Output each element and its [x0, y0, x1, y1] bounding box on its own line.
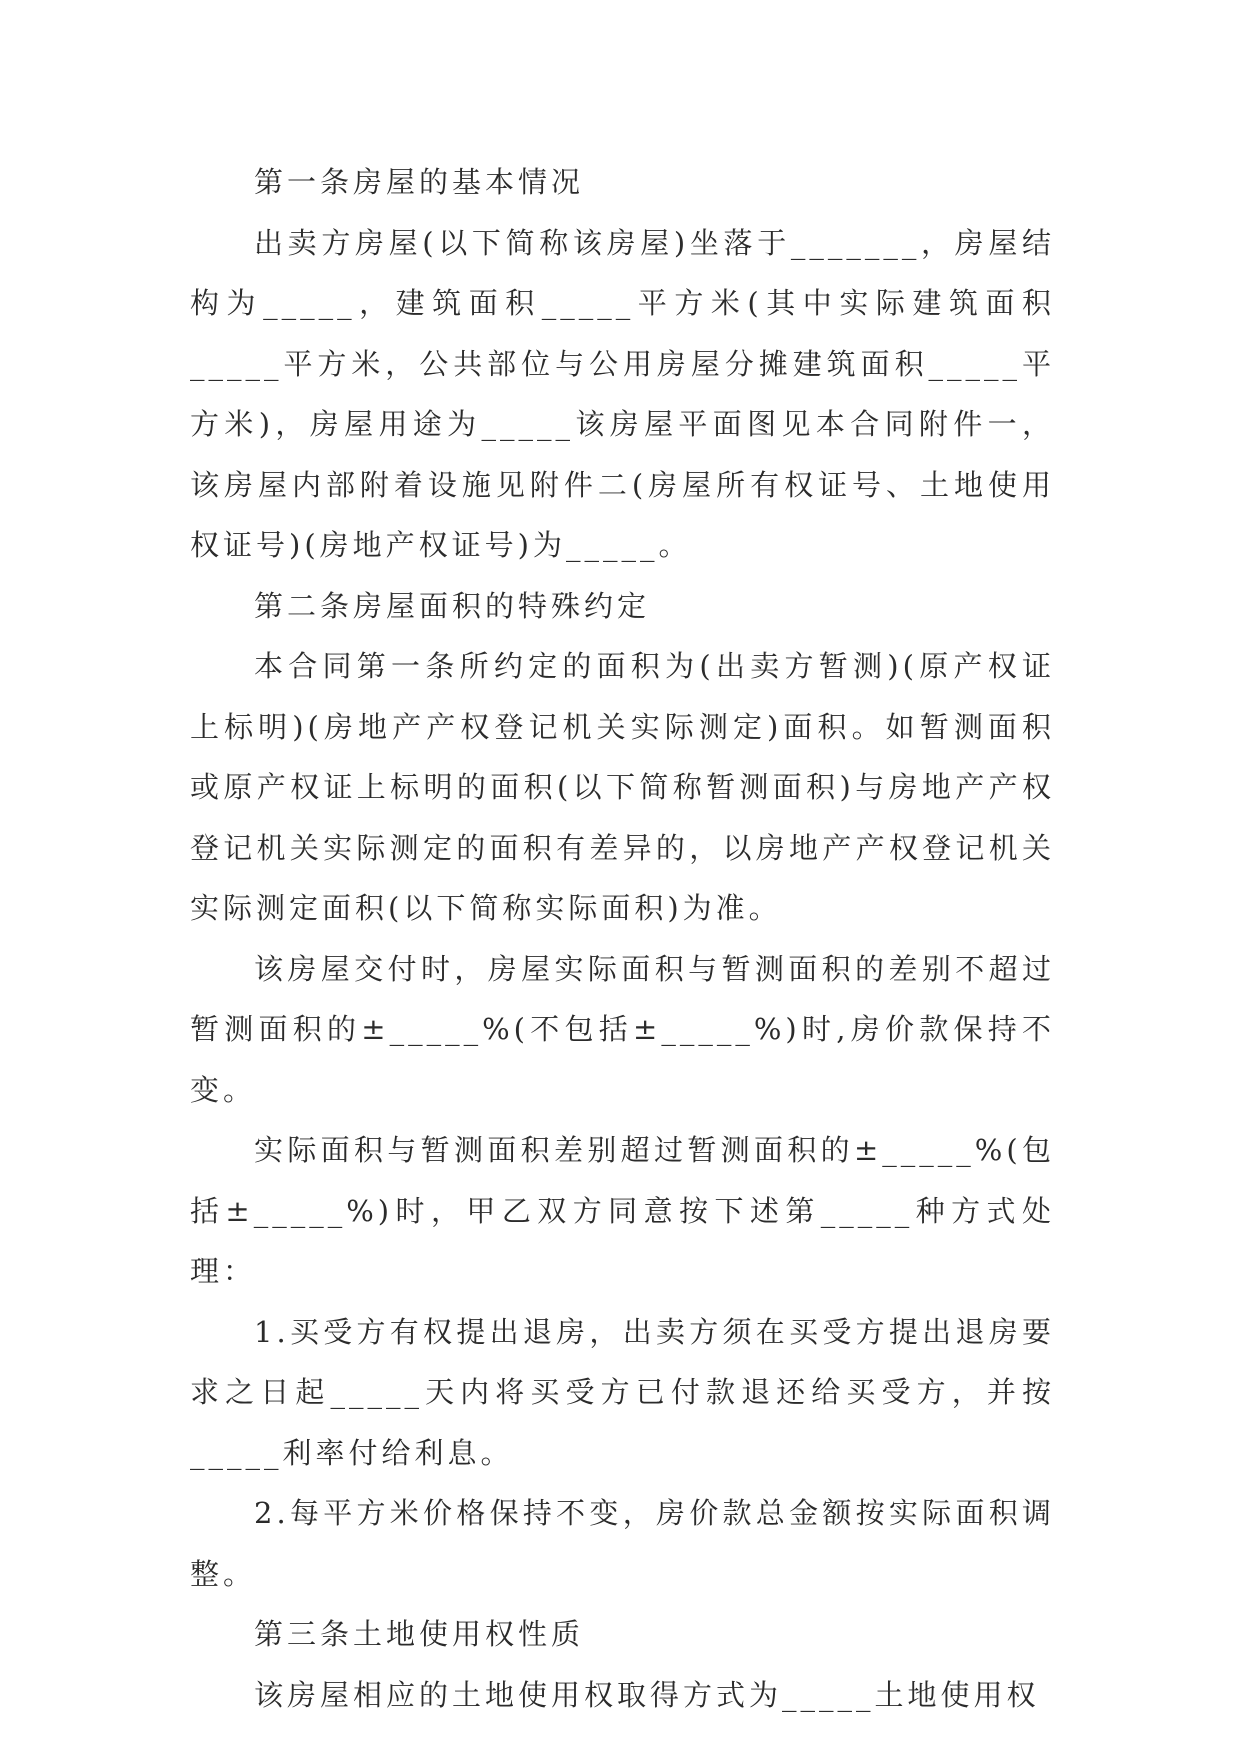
- paragraph-area-difference-exceed: 实际面积与暂测面积差别超过暂测面积的±_____%(包括±_____%)时，甲乙双方同意按下述第_____种方式处理：: [190, 1133, 1055, 1288]
- paragraph-area-agreement: 本合同第一条所约定的面积为(出卖方暂测)(原产权证上标明)(房地产产权登记机关实际测定)面积。如暂测面积或原产权证上标明的面积(以下简称暂测面积)与房地产产权登记机关实际测定的面积有差异的，以房地产产权登记机关实际测定面积(以下简称实际面积)为准。: [190, 649, 1055, 925]
- document-body: [190, 152, 1055, 1725]
- paragraph-option-1: 1.买受方有权提出退房，出卖方须在买受方提出退房要求之日起_____天内将买受方已付款退还给买受方，并按_____利率付给利息。: [190, 1314, 1055, 1470]
- paragraph-option-2: 2.每平方米价格保持不变，房价款总金额按实际面积调整。: [190, 1496, 1055, 1591]
- paragraph-property-basic-info: 出卖方房屋(以下简称该房屋)坐落于_______，房屋结构为_____，建筑面积_____平方米(其中实际建筑面积_____平方米，公共部位与公用房屋分摊建筑面积_____平方米)，房屋用途为_____该房屋平面图见本合同附件一，该房屋内部附着设施见附件二(房屋所有权证号、土地使用权证号)(房地产权证号)为_____。: [190, 225, 1055, 562]
- section-heading-1: 第一条房屋的基本情况: [254, 165, 585, 199]
- section-heading-3: 第三条土地使用权性质: [254, 1617, 585, 1651]
- paragraph-area-difference-within: 该房屋交付时，房屋实际面积与暂测面积的差别不超过暂测面积的±_____%(不包括±_____%)时,房价款保持不变。: [190, 951, 1055, 1107]
- paragraph-land-use-right: 该房屋相应的土地使用权取得方式为_____土地使用权: [254, 1677, 1040, 1712]
- section-heading-2: 第二条房屋面积的特殊约定: [254, 588, 651, 623]
